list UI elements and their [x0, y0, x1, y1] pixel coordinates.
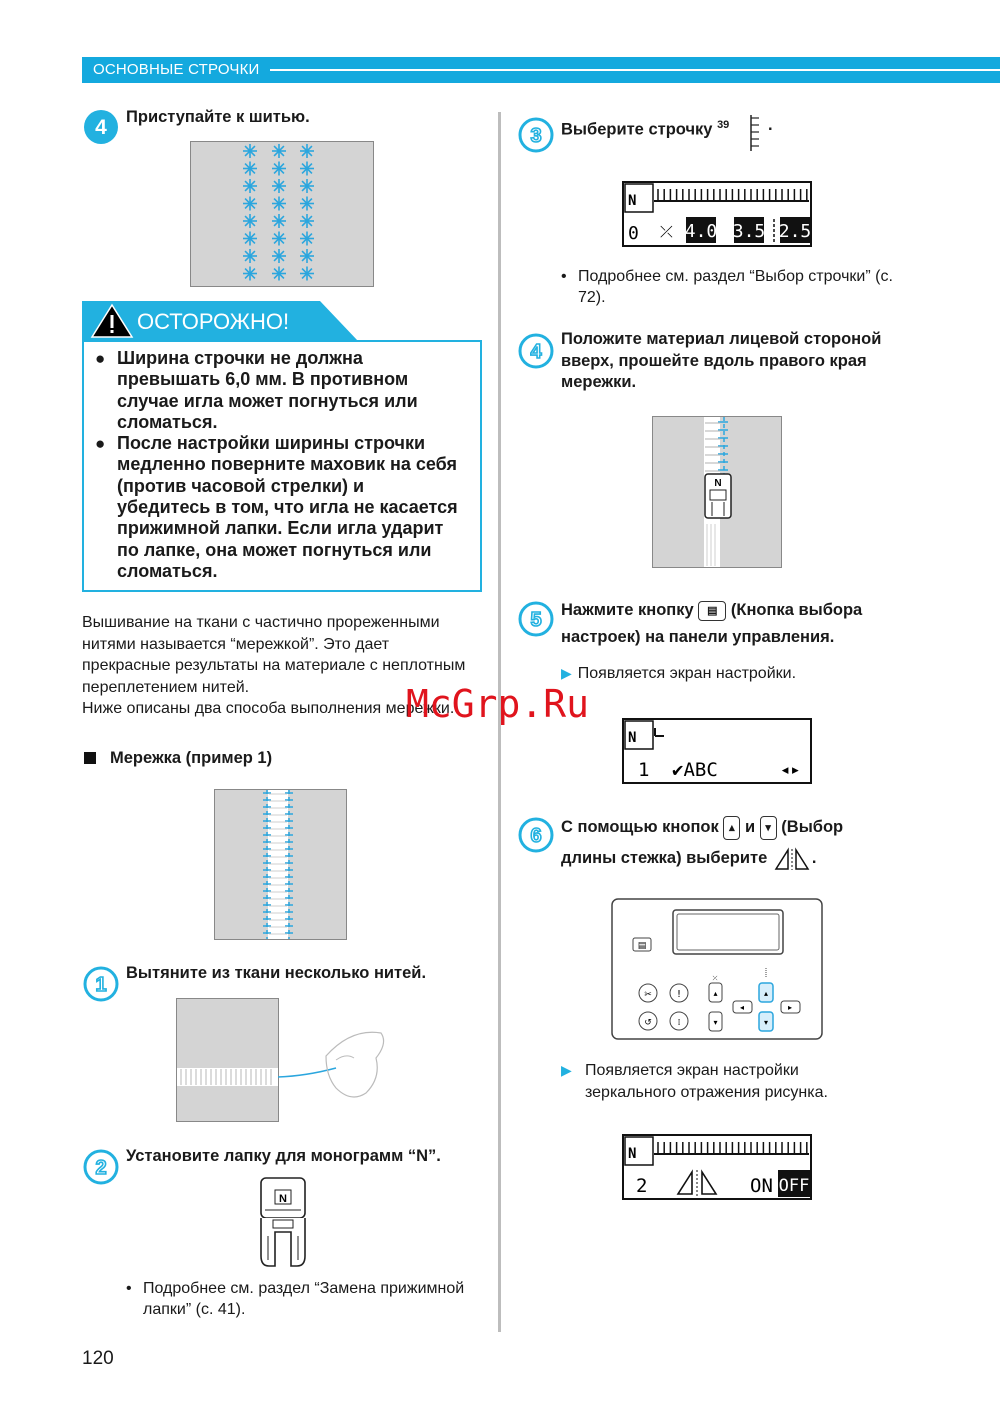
up-button-icon: ▴ [723, 816, 740, 840]
svg-text:N: N [628, 1146, 637, 1162]
settings-button-icon: ▤ [698, 601, 726, 621]
page-number: 120 [82, 1348, 114, 1369]
step-4-title: Приступайте к шитью. [126, 108, 310, 126]
lcd1-width-2: 3.5 [732, 221, 766, 242]
svg-text:1: 1 [95, 974, 107, 996]
stitch-number: 39 [717, 119, 730, 131]
warning-label: ОСТОРОЖНО! [137, 309, 290, 334]
lcd-settings-screen [622, 718, 812, 784]
svg-text:▤: ▤ [637, 941, 647, 951]
lcd1-length: 2.5 [778, 221, 812, 242]
lcd3-on: ON [750, 1175, 773, 1197]
drawn-thread-sample-image [214, 789, 347, 940]
svg-text:▴: ▴ [713, 989, 718, 998]
svg-text:!: ! [676, 989, 682, 1000]
lcd3-off: OFF [778, 1176, 810, 1196]
step-5-result: ▶ Появляется экран настройки. [561, 665, 797, 682]
step-5-title: Нажмите кнопку ▤ (Кнопка выбора настроек) на панели управления. [561, 601, 863, 646]
svg-text:↺: ↺ [644, 1018, 652, 1028]
foot-letter-small: N [714, 478, 722, 489]
watermark-text: McGrp.Ru [406, 682, 590, 726]
step-2-note: • Подробнее см. раздел “Замена прижимной лапки” (с. 41). [126, 1280, 465, 1318]
lcd2-arrows: ◂▸ [780, 760, 801, 780]
result-arrow-icon: ▶ [561, 665, 572, 681]
lcd-stitch-screen [622, 181, 812, 247]
header-rule [270, 69, 1000, 71]
lcd1-stitch-value: 0 [628, 223, 639, 244]
step-4-icon [82, 108, 120, 146]
width-icon: ⤫ [660, 222, 673, 241]
result-arrow-icon: ▶ [561, 1062, 572, 1078]
step-5-icon [517, 600, 555, 638]
step-1-icon [82, 965, 120, 1003]
lcd1-width: 4.0 [684, 221, 718, 242]
section-title: ОСНОВНЫЕ СТРОЧКИ [93, 61, 260, 78]
step-2-title: Установите лапку для монограмм “N”. [126, 1147, 441, 1165]
warning-list [95, 348, 475, 582]
svg-text:3: 3 [530, 125, 542, 147]
down-button-icon: ▾ [760, 816, 777, 840]
step-4-right-icon [517, 332, 555, 370]
svg-text:▴: ▴ [763, 989, 769, 998]
step-3-title: Выберите строчку $^{39}$ [561, 119, 730, 139]
step-6-title: С помощью кнопок ▴ и ▾ (Выбор длины стежка) выберите . [561, 812, 921, 874]
presser-foot-n-image [255, 1176, 311, 1270]
bullet-icon: • [561, 268, 567, 285]
svg-text:4: 4 [530, 341, 542, 363]
intro-paragraph: Вышивание на ткани с частично прореженными нитями называется “мережкой”. Это дает прекрасные результаты на материале с неплотным переплетением нитей. Ниже описаны два способа выполнения мережки. [82, 614, 466, 717]
svg-text:▾: ▾ [763, 1018, 769, 1027]
bullet-dot-icon: ● [95, 434, 106, 454]
sewing-edge-image [652, 416, 782, 568]
lcd3-number: 2 [636, 1175, 648, 1197]
step-2-icon [82, 1148, 120, 1186]
svg-text:2: 2 [95, 1157, 107, 1179]
example-heading: Мережка (пример 1) [110, 749, 273, 767]
square-bullet-icon [84, 752, 96, 764]
warning-item-1: ● Ширина строчки не должна превышать 6,0 мм. В противном случае игла может погнуться или сломаться. [95, 348, 418, 432]
star-stitch-sample-image [190, 141, 374, 287]
svg-text:✂: ✂ [644, 990, 652, 1000]
svg-text:⁞: ⁞ [677, 1018, 681, 1028]
svg-text:▾: ▾ [713, 1018, 718, 1027]
svg-text:◂: ◂ [739, 1003, 745, 1012]
stitch-39-icon [748, 113, 762, 153]
svg-text:▸: ▸ [787, 1003, 793, 1012]
svg-text:N: N [628, 730, 637, 746]
control-panel-image [611, 898, 823, 1040]
svg-text:4: 4 [95, 116, 107, 139]
bullet-icon: • [126, 1280, 132, 1297]
step-1-title: Вытяните из ткани несколько нитей. [126, 964, 427, 982]
pulling-threads-image [176, 998, 391, 1122]
step-3-period: . [768, 116, 773, 134]
step-3-note: • Подробнее см. раздел “Выбор строчки” (с. 72). [561, 268, 893, 306]
svg-text:⤫: ⤫ [712, 975, 718, 982]
svg-text:6: 6 [530, 825, 542, 847]
warning-item-2: ● После настройки ширины строчки медленно поверните маховик на себя (против часовой стрелки) и убедитесь в том, что игла не касается прижимной лапки. Если игла ударит по лапке, она может погнуться или сломаться. [95, 433, 458, 581]
lcd2-text: ✔ABC [672, 759, 718, 781]
lcd2-number: 1 [638, 759, 650, 781]
bullet-dot-icon: ● [95, 349, 106, 368]
foot-letter: N [279, 1193, 287, 1205]
lcd-mirror-screen [622, 1134, 812, 1200]
step-3-icon [517, 116, 555, 154]
svg-text:5: 5 [530, 609, 542, 631]
svg-text:N: N [628, 193, 637, 209]
mirror-icon [772, 847, 812, 871]
step-4-right-title: Положите материал лицевой стороной вверх, прошейте вдоль правого края мережки. [561, 330, 882, 391]
step-6-icon [517, 816, 555, 854]
step-6-result: ▶ Появляется экран настройки зеркального отражения рисунка. [561, 1060, 881, 1103]
